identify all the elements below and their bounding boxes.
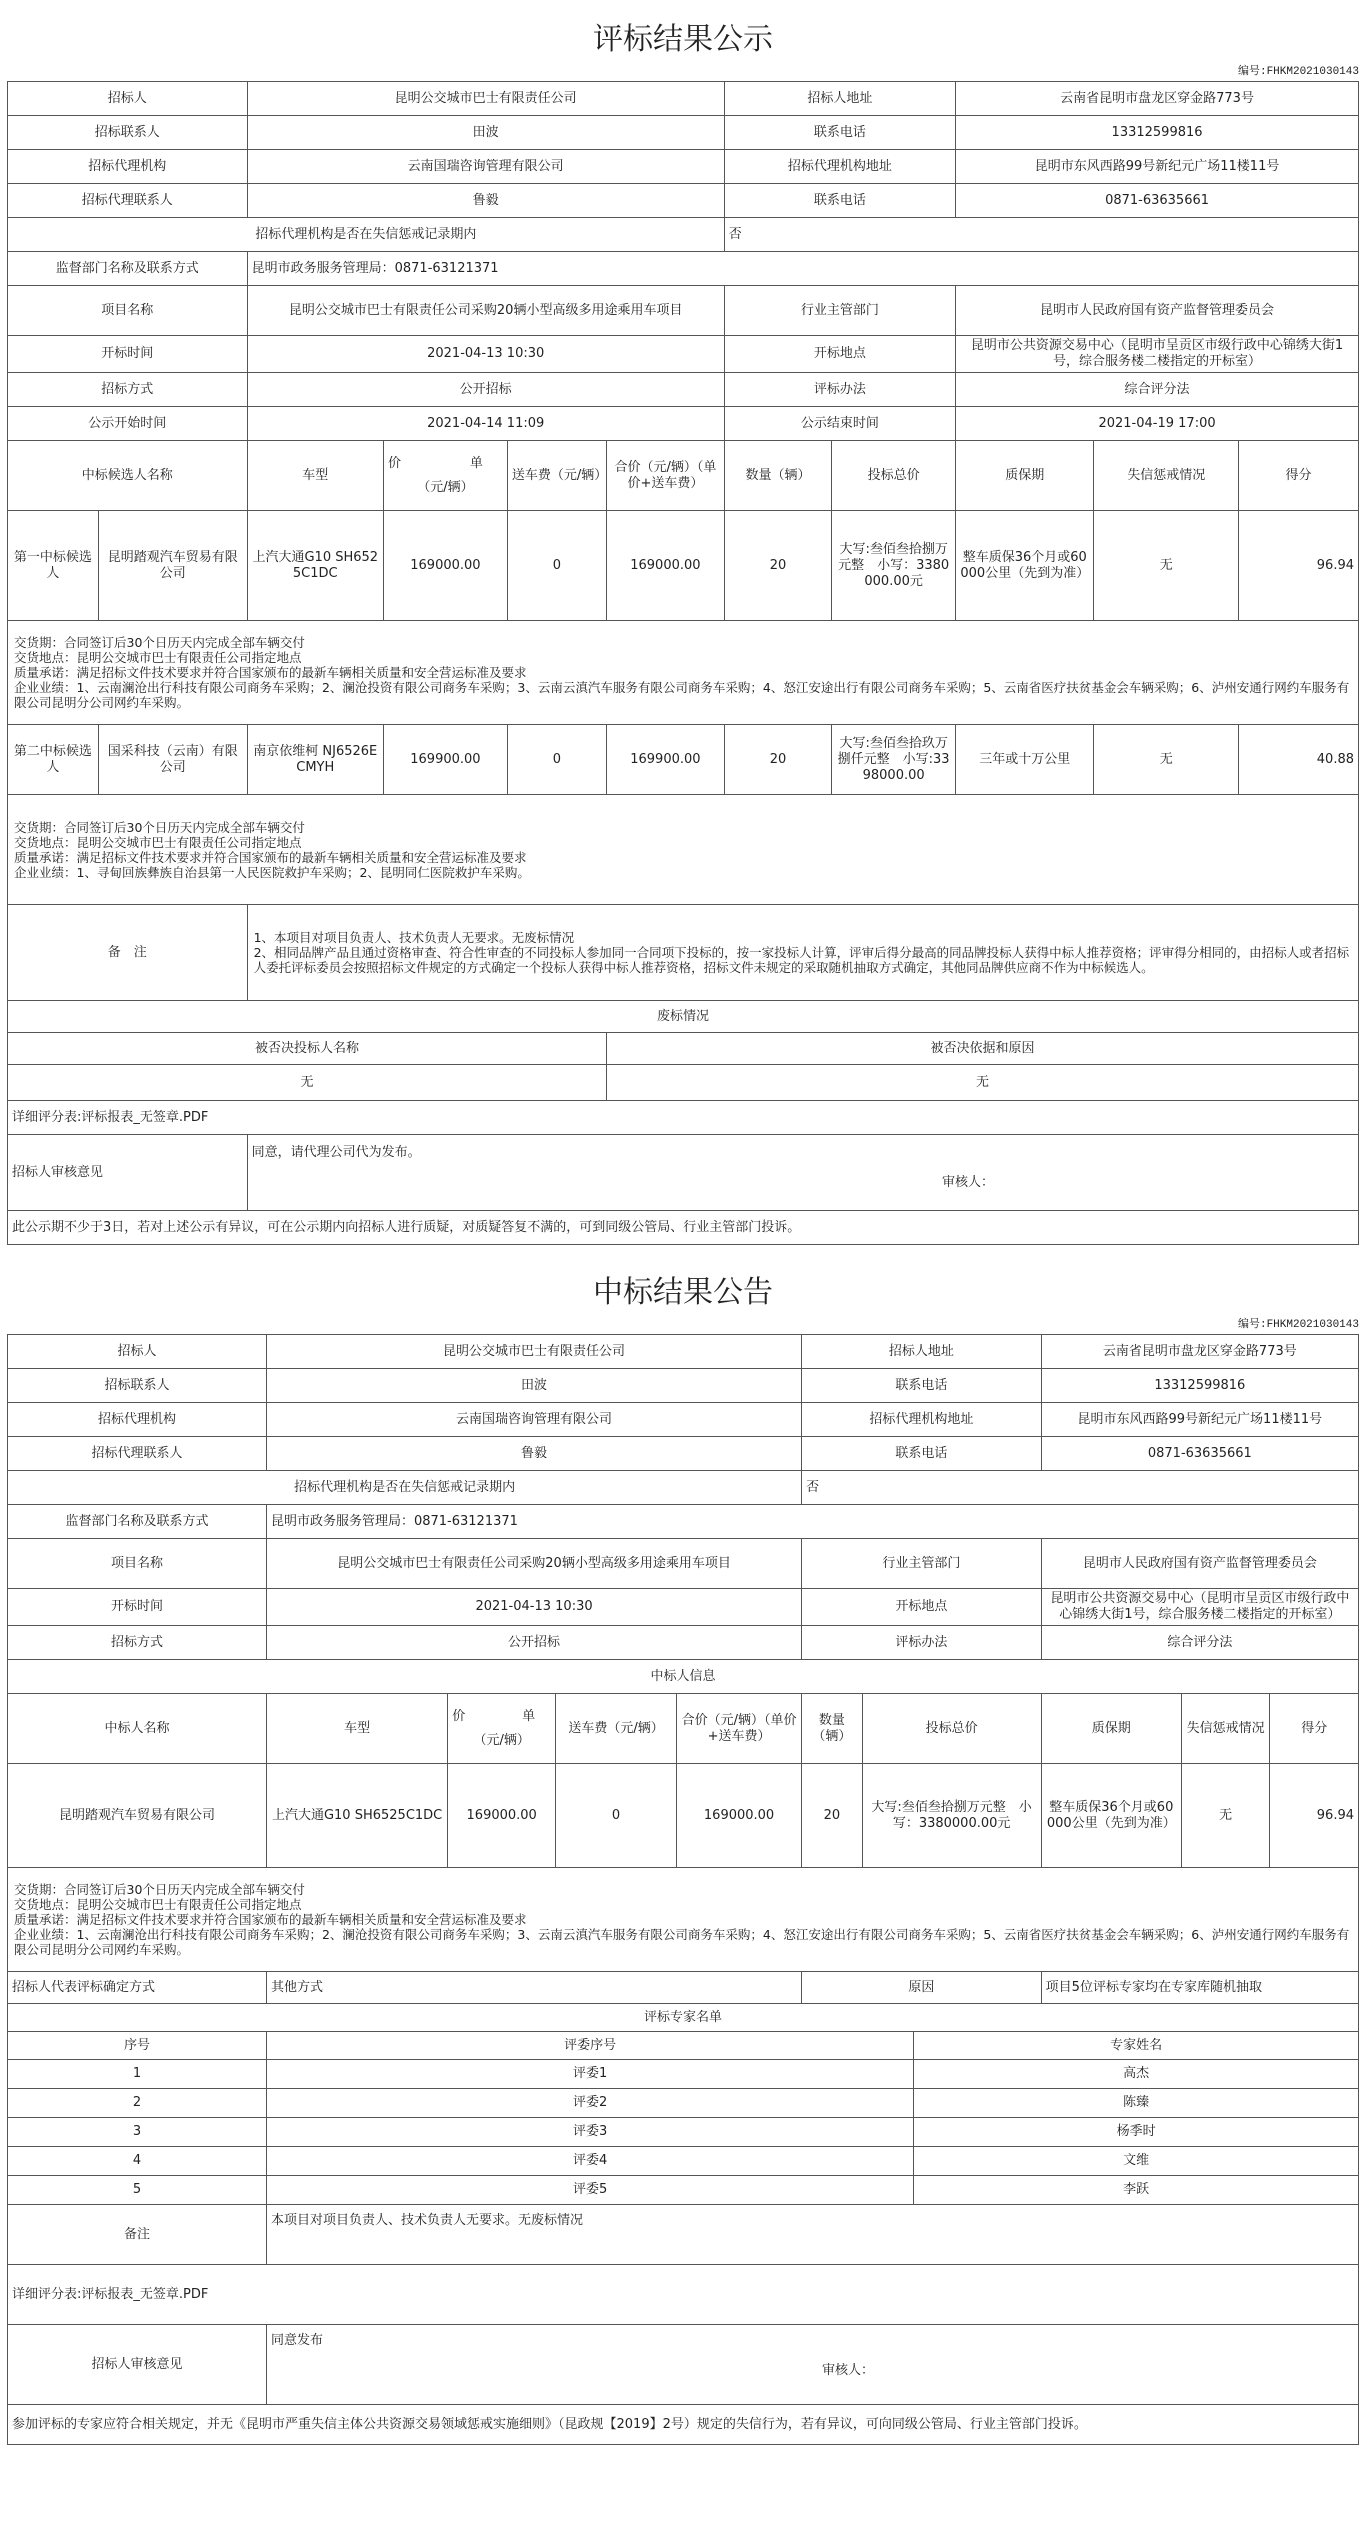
value: 田波: [247, 116, 724, 150]
score: 40.88: [1239, 725, 1359, 795]
label: 公示结束时间: [724, 407, 955, 441]
note-line: 企业业绩：1、云南澜沧出行科技有限公司商务车采购；2、澜沧投资有限公司商务车采购；3、云南云滇汽车服务有限公司商务车采购；4、怒江安途出行有限公司商务车采购；5、云南省医疗扶贫基金会车辆采购；6、泸州安通行网约车服务有限公司昆明分公司网约车采购。: [14, 680, 1350, 710]
expert-judge: 评委2: [266, 2089, 913, 2118]
label: 开标时间: [8, 336, 248, 373]
note-line: 质量承诺：满足招标文件技术要求并符合国家颁布的最新车辆相关质量和安全营运标准及要求: [14, 665, 527, 680]
col-header: 数量（辆）: [724, 441, 831, 511]
col-header: 失信惩戒情况: [1094, 441, 1239, 511]
price: 169900.00: [383, 725, 507, 795]
label: 监督部门名称及联系方式: [8, 1505, 267, 1539]
label: 联系电话: [724, 116, 955, 150]
audit-text: 同意，请代理公司代为发布。: [251, 1145, 421, 1160]
note-line: 交货期：合同签订后30个日历天内完成全部车辆交付: [14, 635, 305, 650]
value: 昆明公交城市巴士有限责任公司: [247, 82, 724, 116]
label: 招标代理联系人: [8, 1437, 267, 1471]
expert-name: 杨季时: [914, 2118, 1359, 2147]
page-title-evaluation: 评标结果公示: [593, 22, 773, 57]
price-label-a: 价: [452, 1708, 466, 1724]
col-header: 合价（元/辆）（单价+送车费）: [607, 441, 725, 511]
award-table: [7, 1334, 1359, 2445]
value: 项目5位评标专家均在专家库随机抽取: [1041, 1972, 1358, 2004]
candidate-notes: [8, 795, 1359, 905]
credit: 无: [1094, 511, 1239, 621]
table-row: [8, 1764, 1359, 1868]
remark: 本项目对项目负责人、技术负责人无要求。无废标情况: [266, 2205, 1358, 2265]
audit-label: 招标人审核意见: [8, 1135, 248, 1211]
value: 2021-04-19 17:00: [956, 407, 1359, 441]
credit: 无: [1181, 1764, 1269, 1868]
label: 招标人地址: [802, 1335, 1042, 1369]
col-header: 车型: [266, 1694, 447, 1764]
label: 招标人代表评标确定方式: [8, 1972, 267, 2004]
score: 96.94: [1239, 511, 1359, 621]
value: 2021-04-14 11:09: [247, 407, 724, 441]
candidate-notes: [8, 621, 1359, 725]
expert-name: 文维: [914, 2147, 1359, 2176]
sum: 169900.00: [607, 725, 725, 795]
expert-seq: 5: [8, 2176, 267, 2205]
remark: [247, 905, 1358, 1001]
value: 昆明市公共资源交易中心（昆明市呈贡区市级行政中心锦绣大街1号，综合服务楼二楼指定的开标室）: [1041, 1589, 1358, 1626]
note-line: 交货地点：昆明公交城市巴士有限责任公司指定地点: [14, 834, 302, 850]
audit-text: 同意发布: [270, 2333, 323, 2348]
label: 招标人地址: [724, 82, 955, 116]
expert-name: 李跃: [914, 2176, 1359, 2205]
price-label-c: （元/辆）: [473, 1732, 530, 1748]
fee: 0: [556, 1764, 677, 1868]
value: 0871-63635661: [956, 184, 1359, 218]
col-header: 被否决投标人名称: [8, 1033, 607, 1065]
col-header: 投标总价: [832, 441, 956, 511]
expert-name: 陈臻: [914, 2089, 1359, 2118]
value: 昆明市人民政府国有资产监督管理委员会: [956, 286, 1359, 336]
model: 上汽大通G10 SH6525C1DC: [247, 511, 383, 621]
audit-opinion: [247, 1135, 1358, 1211]
value: 昆明市公共资源交易中心（昆明市呈贡区市级行政中心锦绣大街1号，综合服务楼二楼指定的开标室）: [956, 336, 1359, 373]
expert-name: 高杰: [914, 2060, 1359, 2089]
note-line: 交货地点：昆明公交城市巴士有限责任公司指定地点: [14, 650, 302, 665]
label: 招标代理机构地址: [724, 150, 955, 184]
value: 综合评分法: [956, 373, 1359, 407]
label: 招标方式: [8, 373, 248, 407]
detail-file-link[interactable]: 详细评分表:评标报表_无签章.PDF: [8, 2265, 1359, 2325]
col-header: 专家姓名: [914, 2032, 1359, 2060]
table-row: [8, 2060, 1359, 2089]
rank: 第二中标候选人: [8, 725, 99, 795]
serial-number: 编号:FHKM2021030143: [1237, 1319, 1359, 1331]
project-name: 昆明公交城市巴士有限责任公司采购20辆小型高级多用途乘用车项目: [266, 1539, 801, 1589]
table-row: [8, 2118, 1359, 2147]
note-line: 交货期：合同签订后30个日历天内完成全部车辆交付: [14, 1882, 305, 1897]
value: 云南国瑞咨询管理有限公司: [266, 1403, 801, 1437]
value: 田波: [266, 1369, 801, 1403]
value: 否: [802, 1471, 1359, 1505]
label: 公示开始时间: [8, 407, 248, 441]
expert-seq: 2: [8, 2089, 267, 2118]
winner-name: 昆明踏观汽车贸易有限公司: [8, 1764, 267, 1868]
table-row: [8, 2147, 1359, 2176]
value: 综合评分法: [1041, 1626, 1358, 1660]
fee: 0: [507, 511, 606, 621]
table-row: [8, 725, 1359, 795]
label: 开标时间: [8, 1589, 267, 1626]
value: 云南国瑞咨询管理有限公司: [247, 150, 724, 184]
expert-seq: 3: [8, 2118, 267, 2147]
col-header: 中标人名称: [8, 1694, 267, 1764]
col-header: 送车费（元/辆）: [556, 1694, 677, 1764]
label: 联系电话: [802, 1369, 1042, 1403]
label: 招标代理机构: [8, 150, 248, 184]
col-header: 车型: [247, 441, 383, 511]
value: 鲁毅: [247, 184, 724, 218]
section-waste: 废标情况: [8, 1001, 1359, 1033]
label: 联系电话: [802, 1437, 1042, 1471]
value: 鲁毅: [266, 1437, 801, 1471]
label: 项目名称: [8, 1539, 267, 1589]
label: 招标代理机构地址: [802, 1403, 1042, 1437]
note-line: 企业业绩：1、云南澜沧出行科技有限公司商务车采购；2、澜沧投资有限公司商务车采购；3、云南云滇汽车服务有限公司商务车采购；4、怒江安途出行有限公司商务车采购；5、云南省医疗扶贫基金会车辆采购；6、泸州安通行网约车服务有限公司昆明分公司网约车采购。: [14, 1927, 1350, 1957]
credit: 无: [1094, 725, 1239, 795]
candidate-name: 昆明踏观汽车贸易有限公司: [98, 511, 247, 621]
fee: 0: [507, 725, 606, 795]
table-row: [8, 511, 1359, 621]
price: 169000.00: [383, 511, 507, 621]
note-line: 质量承诺：满足招标文件技术要求并符合国家颁布的最新车辆相关质量和安全营运标准及要求: [14, 1912, 527, 1927]
price-label-b: 单: [469, 455, 483, 471]
note-line: 质量承诺：满足招标文件技术要求并符合国家颁布的最新车辆相关质量和安全营运标准及要求: [14, 849, 527, 865]
model: 上汽大通G10 SH6525C1DC: [266, 1764, 447, 1868]
label: 招标方式: [8, 1626, 267, 1660]
expert-judge: 评委4: [266, 2147, 913, 2176]
col-header: 被否决依据和原因: [607, 1033, 1359, 1065]
audit-opinion: [266, 2325, 1358, 2405]
col-header: 质保期: [956, 441, 1094, 511]
value: 昆明市东风西路99号新纪元广场11楼11号: [1041, 1403, 1358, 1437]
label: 招标联系人: [8, 116, 248, 150]
value: 公开招标: [266, 1626, 801, 1660]
label: 招标代理联系人: [8, 184, 248, 218]
col-header: 得分: [1270, 1694, 1359, 1764]
label: 评标办法: [802, 1626, 1042, 1660]
note-line: 交货期：合同签订后30个日历天内完成全部车辆交付: [14, 819, 305, 835]
price-label-a: 价: [387, 455, 401, 471]
sum: 169000.00: [676, 1764, 801, 1868]
label: 招标联系人: [8, 1369, 267, 1403]
col-header: 质保期: [1041, 1694, 1181, 1764]
value: 否: [724, 218, 1358, 252]
label: 项目名称: [8, 286, 248, 336]
remark-label: 备 注: [8, 905, 248, 1001]
detail-file-link[interactable]: 详细评分表:评标报表_无签章.PDF: [8, 1101, 1359, 1135]
col-header: 数量（辆）: [802, 1694, 862, 1764]
col-header: 投标总价: [862, 1694, 1041, 1764]
total: 大写:叁佰叁拾捌万元整 小写：3380000.00元: [832, 511, 956, 621]
audit-label: 招标人审核意见: [8, 2325, 267, 2405]
label: 行业主管部门: [802, 1539, 1042, 1589]
qty: 20: [724, 511, 831, 621]
project-name: 昆明公交城市巴士有限责任公司采购20辆小型高级多用途乘用车项目: [247, 286, 724, 336]
page-title-award: 中标结果公告: [593, 1275, 773, 1310]
value: 2021-04-13 10:30: [247, 336, 724, 373]
note-line: 企业业绩：1、寻甸回族彝族自治县第一人民医院救护车采购；2、昆明同仁医院救护车采购。: [14, 864, 530, 880]
qty: 20: [724, 725, 831, 795]
value: 昆明市东风西路99号新纪元广场11楼11号: [956, 150, 1359, 184]
warranty: 整车质保36个月或60000公里（先到为准）: [1041, 1764, 1181, 1868]
label: 招标人: [8, 82, 248, 116]
section-winner-info: 中标人信息: [8, 1660, 1359, 1694]
label: 开标地点: [802, 1589, 1042, 1626]
remark-line: 2、相同品牌产品且通过资格审查、符合性审查的不同投标人参加同一合同项下投标的，按一家投标人计算，评审后得分最高的同品牌投标人获得中标人推荐资格；评审得分相同的，由招标人或者招标人委托评标委员会按照招标文件规定的方式确定一个投标人获得中标人推荐资格，招标文件未规定的采取随机抽取方式确定，其他同品牌供应商不作为中标候选人。: [253, 945, 1350, 975]
value: 云南省昆明市盘龙区穿金路773号: [956, 82, 1359, 116]
sum: 169000.00: [607, 511, 725, 621]
table-row: [8, 2089, 1359, 2118]
label: 开标地点: [724, 336, 955, 373]
value: 公开招标: [247, 373, 724, 407]
total: 大写:叁佰叁拾捌万元整 小写：3380000.00元: [862, 1764, 1041, 1868]
note-line: 交货地点：昆明公交城市巴士有限责任公司指定地点: [14, 1897, 302, 1912]
value: 云南省昆明市盘龙区穿金路773号: [1041, 1335, 1358, 1369]
label: 招标人: [8, 1335, 267, 1369]
value: 2021-04-13 10:30: [266, 1589, 801, 1626]
col-header: 失信惩戒情况: [1181, 1694, 1269, 1764]
value: 其他方式: [266, 1972, 801, 2004]
value: 昆明市人民政府国有资产监督管理委员会: [1041, 1539, 1358, 1589]
col-header: 合价（元/辆）（单价+送车费）: [676, 1694, 801, 1764]
remark-line: 1、本项目对项目负责人、技术负责人无要求。无废标情况: [253, 930, 575, 945]
expert-seq: 1: [8, 2060, 267, 2089]
warranty: 三年或十万公里: [956, 725, 1094, 795]
label: 招标代理机构是否在失信惩戒记录期内: [8, 1471, 802, 1505]
expert-judge: 评委3: [266, 2118, 913, 2147]
table-row: [8, 2176, 1359, 2205]
price-label-b: 单: [522, 1708, 536, 1724]
col-header: 评委序号: [266, 2032, 913, 2060]
warranty: 整车质保36个月或60000公里（先到为准）: [956, 511, 1094, 621]
value: 0871-63635661: [1041, 1437, 1358, 1471]
footer-note: 此公示期不少于3日，若对上述公示有异议，可在公示期内向招标人进行质疑，对质疑答复不满的，可到同级公管局、行业主管部门投诉。: [8, 1211, 1359, 1245]
col-header: 中标候选人名称: [8, 441, 248, 511]
footer-note: 参加评标的专家应符合相关规定，并无《昆明市严重失信主体公共资源交易领域惩戒实施细则》（昆政规【2019】2号）规定的失信行为，若有异议，可向同级公管局、行业主管部门投诉。: [8, 2405, 1359, 2445]
rank: 第一中标候选人: [8, 511, 99, 621]
col-header: [448, 1694, 556, 1764]
label: 招标代理机构: [8, 1403, 267, 1437]
evaluation-table: [7, 81, 1359, 1245]
value: 13312599816: [1041, 1369, 1358, 1403]
winner-notes: [8, 1868, 1359, 1972]
col-header: 序号: [8, 2032, 267, 2060]
auditor-label: 审核人：: [941, 1175, 994, 1190]
label: 评标办法: [724, 373, 955, 407]
model: 南京依维柯 NJ6526ECMYH: [247, 725, 383, 795]
section-experts: 评标专家名单: [8, 2004, 1359, 2032]
expert-judge: 评委1: [266, 2060, 913, 2089]
value: 无: [607, 1065, 1359, 1101]
score: 96.94: [1270, 1764, 1359, 1868]
qty: 20: [802, 1764, 862, 1868]
expert-seq: 4: [8, 2147, 267, 2176]
price-label-c: （元/辆）: [417, 479, 474, 495]
value: 昆明市政务服务管理局：0871-63121371: [266, 1505, 1358, 1539]
col-header: [383, 441, 507, 511]
serial-number: 编号:FHKM2021030143: [1237, 66, 1359, 78]
col-header: 得分: [1239, 441, 1359, 511]
label: 监督部门名称及联系方式: [8, 252, 248, 286]
col-header: 送车费（元/辆）: [507, 441, 606, 511]
label: 原因: [802, 1972, 1042, 2004]
value: 13312599816: [956, 116, 1359, 150]
label: 行业主管部门: [724, 286, 955, 336]
value: 昆明公交城市巴士有限责任公司: [266, 1335, 801, 1369]
value: 无: [8, 1065, 607, 1101]
price: 169000.00: [448, 1764, 556, 1868]
label: 联系电话: [724, 184, 955, 218]
label: 招标代理机构是否在失信惩戒记录期内: [8, 218, 725, 252]
auditor-label: 审核人：: [821, 2363, 874, 2378]
expert-judge: 评委5: [266, 2176, 913, 2205]
value: 昆明市政务服务管理局：0871-63121371: [247, 252, 1358, 286]
total: 大写:叁佰叁拾玖万捌仟元整 小写:3398000.00: [832, 725, 956, 795]
candidate-name: 国采科技（云南）有限公司: [98, 725, 247, 795]
page: [7, 0, 1359, 2445]
remark-label: 备注: [8, 2205, 267, 2265]
